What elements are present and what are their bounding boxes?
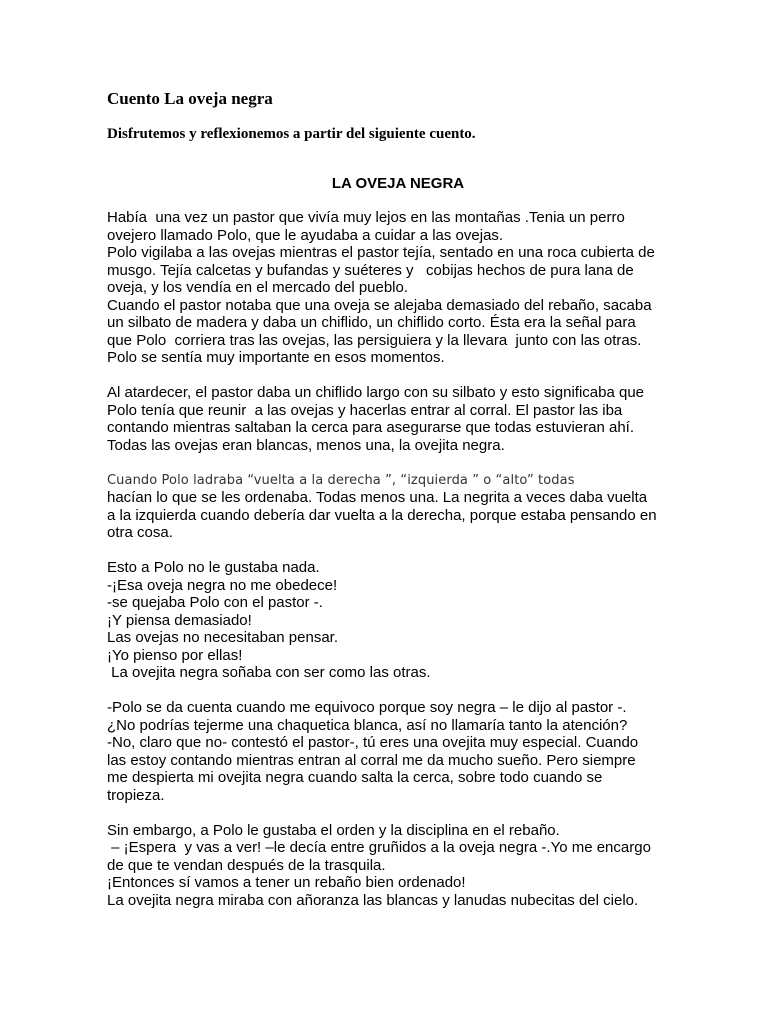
story-line: ¡Entonces sí vamos a tener un rebaño bien ordenado! (107, 874, 466, 891)
story-line: Cuando Polo ladraba “vuelta a la derecha ”, “izquierda ” o “alto” todas (107, 472, 575, 488)
story-line: oveja, y los vendía en el mercado del pueblo. (107, 279, 409, 296)
story-line: musgo. Tejía calcetas y bufandas y suéteres y cobijas hechos de pura lana de (107, 261, 634, 279)
paragraph-gap (107, 682, 747, 700)
story-line: Todas las ovejas eran blancas, menos una, la ovejita negra. (107, 436, 505, 454)
story-line: ovejero llamado Polo, que le ayudaba a cuidar a las ovejas. (107, 226, 504, 244)
story-line: Polo tenía que reunir a las ovejas y hacerlas entrar al corral. El pastor las iba (107, 401, 623, 419)
story-line: me despierta mi ovejita negra cuando salta la cerca, sobre todo cuando se (107, 769, 603, 786)
story-line: hacían lo que se les ordenaba. Todas menos una. La negrita a veces daba vuelta (107, 489, 648, 506)
story-line: Al atardecer, el pastor daba un chiflido largo con su silbato y esto significaba que (107, 384, 644, 401)
story-line: Polo vigilaba a las ovejas mientras el pastor tejía, sentado en una roca cubierta de (107, 244, 655, 261)
story-line: -Polo se da cuenta cuando me equivoco porque soy negra – le dijo al pastor -. (107, 699, 627, 716)
paragraph-gap (107, 804, 747, 822)
story-line: las estoy contando mientras entran al corral me da mucho sueño. Pero siempre (107, 751, 636, 769)
paragraph-gap (107, 542, 747, 560)
story-body (107, 209, 747, 909)
story-line: Polo se sentía muy importante en esos momentos. (107, 349, 445, 366)
story-line: -¡Esa oveja negra no me obedece! (107, 576, 338, 594)
story-line: ¡Yo pienso por ellas! (107, 646, 243, 664)
story-line: a la izquierda cuando debería dar vuelta a la derecha, porque estaba pensando en (107, 506, 657, 524)
story-line: La ovejita negra miraba con añoranza las blancas y lanudas nubecitas del cielo. (107, 891, 639, 909)
story-line: ¡Y piensa demasiado! (107, 611, 252, 629)
story-line: tropieza. (107, 786, 165, 804)
story-line: Cuando el pastor notaba que una oveja se alejaba demasiado del rebaño, sacaba (107, 296, 652, 314)
story-line: ¿No podrías tejerme una chaquetica blanca, así no llamaría tanto la atención? (107, 716, 628, 734)
document-subtitle: Disfrutemos y reflexionemos a partir del siguiente cuento. (107, 126, 476, 142)
story-line: que Polo corriera tras las ovejas, las persiguiera y la llevara junto con las otras. (107, 331, 642, 349)
story-line: un silbato de madera y daba un chiflido, un chiflido corto. Ésta era la señal para (107, 314, 636, 331)
story-line: otra cosa. (107, 524, 173, 541)
story-line: -se quejaba Polo con el pastor -. (107, 594, 323, 611)
story-line: – ¡Espera y vas a ver! –le decía entre gruñidos a la oveja negra -.Yo me encargo (107, 839, 651, 856)
story-heading: LA OVEJA NEGRA (331, 175, 465, 192)
paragraph-gap (107, 454, 747, 472)
story-line: Esto a Polo no le gustaba nada. (107, 559, 320, 576)
story-line: Las ovejas no necesitaban pensar. (107, 629, 338, 646)
story-line: La ovejita negra soñaba con ser como las otras. (107, 664, 431, 681)
paragraph-gap (107, 367, 747, 385)
story-line: contando mientras saltaban la cerca para asegurarse que todas estuvieran ahí. (107, 419, 634, 436)
story-line: Sin embargo, a Polo le gustaba el orden y la disciplina en el rebaño. (107, 821, 560, 839)
story-line: de que te vendan después de la trasquila. (107, 856, 386, 874)
document-title: Cuento La oveja negra (107, 89, 273, 108)
story-line: -No, claro que no- contestó el pastor-, tú eres una ovejita muy especial. Cuando (107, 734, 639, 751)
story-line: Había una vez un pastor que vivía muy lejos en las montañas .Tenia un perro (107, 209, 625, 226)
